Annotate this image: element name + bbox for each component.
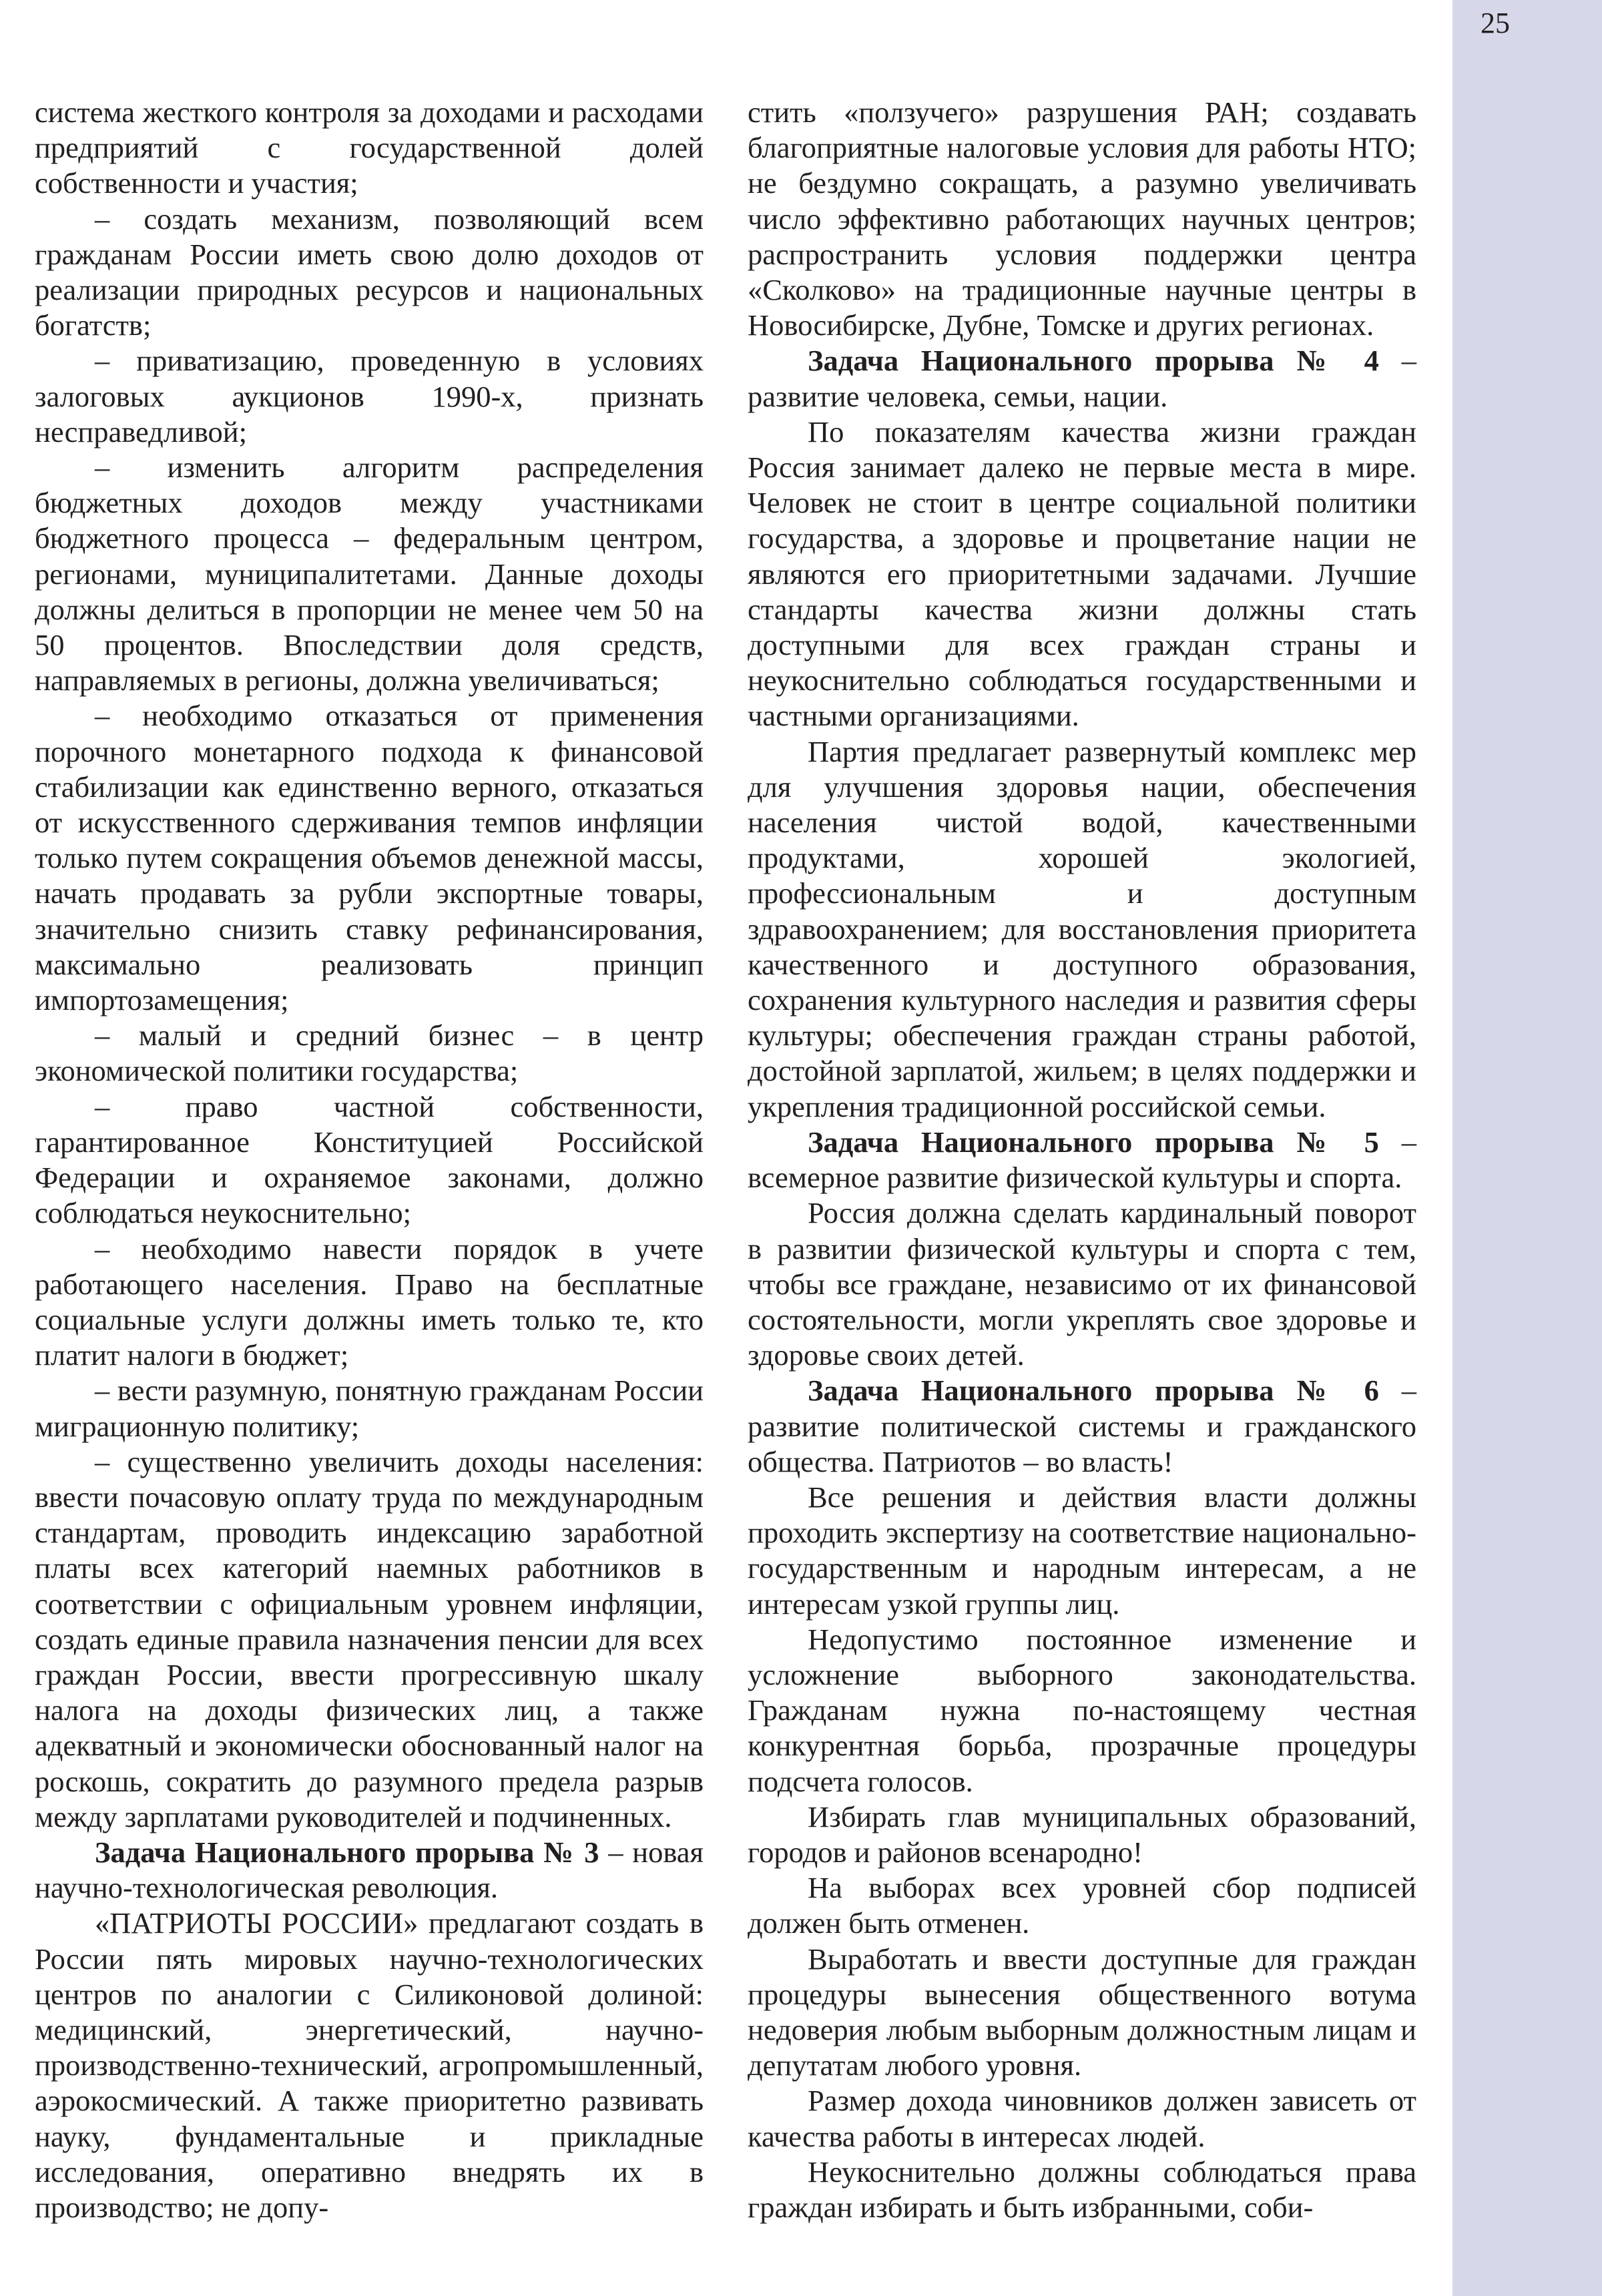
paragraph: Недопустимо постоянное изменение и усложнение выборного законодательства. Гражданам нужна по-настоящему честная конкурентная борьба, прозрачные процедуры подсчета голосов. — [748, 1622, 1416, 1798]
paragraph: Избирать глав муниципальных образований, городов и районов всенародно! — [748, 1799, 1416, 1869]
paragraph: Россия должна сделать кардинальный поворот в развитии физической культуры и спорта с тем, чтобы все граждане, независимо от их финансовой состоятельности, могли укреплять свое здоровье и здоровье своих детей. — [748, 1196, 1416, 1372]
task-heading: Задача Национального прорыва № 3 — [95, 1835, 599, 1869]
task-paragraph — [35, 1835, 704, 1906]
right-column — [748, 95, 1416, 2225]
task-paragraph — [748, 1125, 1416, 1195]
paragraph: – малый и средний бизнес – в центр экономической политики государства; — [35, 1019, 704, 1088]
paragraph: – приватизацию, проведенную в условиях залоговых аукционов 1990-х, признать несправедливой; — [35, 344, 704, 449]
paragraph: Все решения и действия власти должны проходить экспертизу на соответствие национально-государственным и народным интересам, а не интересам узкой группы лиц. — [748, 1480, 1416, 1621]
paragraph: – существенно увеличить доходы населения: ввести почасовую оплату труда по международным стандартам, проводить индексацию заработной платы всех категорий наемных работников в соответствии с официальным уровнем инфляции, создать единые правила назначения пенсии для всех граждан России, ввести прогрессивную шкалу налога на доходы физических лиц, а также адекватный и экономически обоснованный налог на роскошь, сократить до разумного предела разрыв между зарплатами руководителей и подчиненных. — [35, 1444, 704, 1833]
paragraph: – вести разумную, понятную гражданам России миграционную политику; — [35, 1374, 704, 1443]
paragraph: Выработать и ввести доступные для граждан процедуры вынесения общественного вотума недоверия любым выборным должностным лицам и депутатам любого уровня. — [748, 1942, 1416, 2082]
page-number: 25 — [1481, 7, 1510, 39]
paragraph: стить «ползучего» разрушения РАН; создавать благоприятные налоговые условия для работы НТО; не бездумно сокращать, а разумно увеличивать число эффективно работающих научных центров; распространить условия поддержки центра «Сколково» на традиционные научные центры в Новосибирске, Дубне, Томске и других регионах. — [748, 95, 1416, 342]
paragraph: – право частной собственности, гарантированное Конституцией Российской Федерации и охраняемое законами, должно соблюдаться неукоснительно; — [35, 1089, 704, 1230]
task-paragraph — [748, 1373, 1416, 1480]
paragraph: Неукоснительно должны соблюдаться права граждан избирать и быть избранными, соби- — [748, 2155, 1416, 2224]
task-paragraph — [748, 343, 1416, 414]
paragraph: Партия предлагает развернутый комплекс мер для улучшения здоровья нации, обеспечения населения чистой водой, качественными продуктами, хорошей экологией, профессиональным и доступным здравоохранением; для восстановления приоритета качественного и доступного образования, сохранения культурного наследия и развития сферы культуры; обеспечения граждан страны работой, достойной зарплатой, жильем; в целях поддержки и укрепления традиционной российской семьи. — [748, 734, 1416, 1123]
task-heading: Задача Национального прорыва № 4 — [808, 344, 1379, 378]
task-text: – развитие человека, семьи, нации. — [748, 344, 1417, 413]
task-heading: Задача Национального прорыва № 5 — [808, 1125, 1379, 1159]
paragraph: Размер дохода чиновников должен зависеть от качества работы в интересах людей. — [748, 2084, 1416, 2153]
paragraph: – необходимо отказаться от применения порочного монетарного подхода к финансовой стабилизации как единственно верного, отказаться от искусственного сдерживания темпов инфляции только путем сокращения объемов денежной массы, начать продавать за рубли экспортные товары, значительно снизить ставку рефинансирования, максимально реализовать принцип импортозамещения; — [35, 699, 704, 1017]
page-side-band — [1452, 0, 1602, 2296]
task-heading: Задача Национального прорыва № 6 — [808, 1374, 1379, 1408]
paragraph: – изменить алгоритм распределения бюджетных доходов между участниками бюджетного процесса – федеральным центром, регионами, муниципалитетами. Данные доходы должны делиться в пропорции не менее чем 50 на 50 процентов. Впоследствии доля средств, направляемых в регионы, должна увеличиваться; — [35, 451, 704, 697]
paragraph: На выборах всех уровней сбор подписей должен быть отменен. — [748, 1871, 1416, 1940]
paragraph: По показателям качества жизни граждан Россия занимает далеко не первые места в мире. Человек не стоит в центре социальной политики государства, а здоровье и процветание нации не являются его приоритетными задачами. Лучшие стандарты качества жизни должны стать доступными для всех граждан страны и неукоснительно соблюдаться государственными и частными организациями. — [748, 414, 1416, 733]
left-column — [35, 95, 704, 2225]
paragraph: – создать механизм, позволяющий всем гражданам России иметь свою долю доходов от реализации природных ресурсов и национальных богатств; — [35, 202, 704, 342]
paragraph: система жесткого контроля за доходами и расходами предприятий с государственной долей собственности и участия; — [35, 95, 704, 200]
task-text: – развитие политической системы и гражданского общества. Патриотов – во власть! — [748, 1374, 1417, 1478]
paragraph: «ПАТРИОТЫ РОССИИ» предлагают создать в России пять мировых научно-технологических центров по аналогии с Силиконовой долиной: медицинский, энергетический, научно-производственно-технический, агропромышленный, аэрокосмический. А также приоритетно развивать науку, фундаментальные и прикладные исследования, оперативно внедрять их в производство; не допу- — [35, 1906, 704, 2224]
task-text: – новая научно-технологическая революция. — [35, 1835, 704, 1905]
paragraph: – необходимо навести порядок в учете работающего населения. Право на бесплатные социальные услуги должны иметь только те, кто платит налоги в бюджет; — [35, 1231, 704, 1372]
task-text: – всемерное развитие физической культуры и спорта. — [748, 1125, 1417, 1195]
